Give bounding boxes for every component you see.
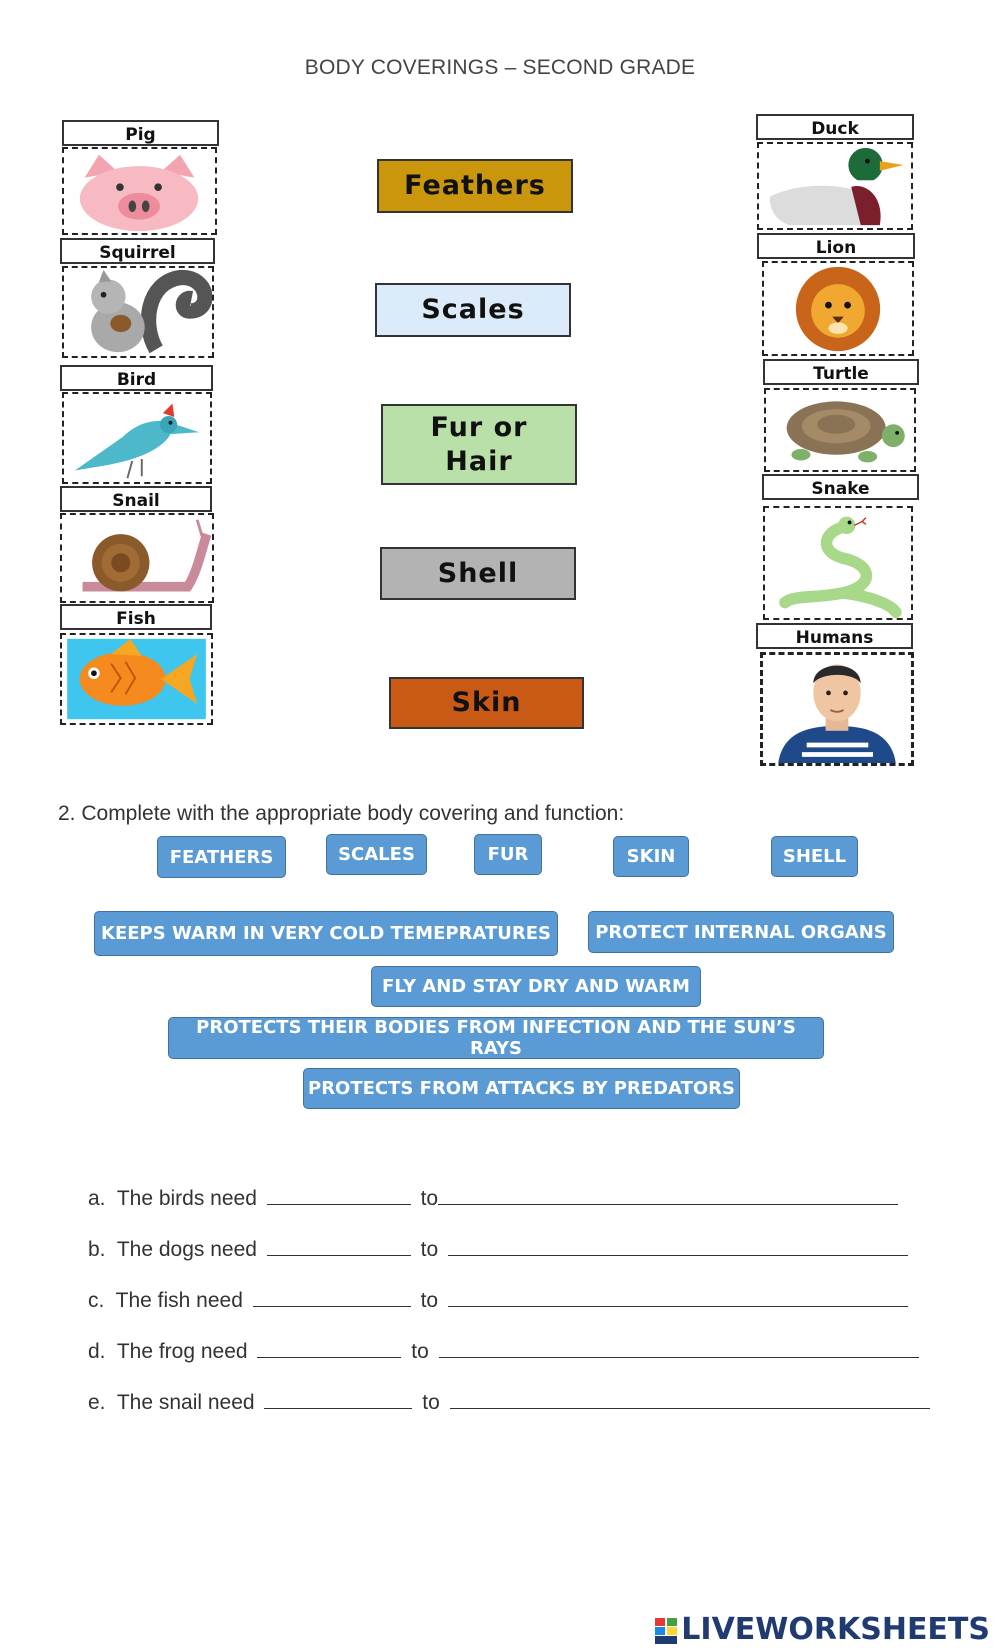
sentence-text: The fish need: [115, 1289, 243, 1312]
covering-scales[interactable]: Scales: [375, 283, 571, 337]
sentence-to: to: [420, 1238, 439, 1261]
covering-blank-b[interactable]: [267, 1235, 411, 1256]
word-chip-fur[interactable]: FUR: [474, 834, 542, 875]
function-chip-protects-predators[interactable]: PROTECTS FROM ATTACKS BY PREDATORS: [303, 1068, 740, 1109]
animal-label-bird: Bird: [60, 365, 213, 391]
function-blank-e[interactable]: [450, 1388, 930, 1409]
bird-icon[interactable]: [62, 392, 212, 484]
sentence-letter: d.: [88, 1340, 106, 1363]
covering-blank-a[interactable]: [267, 1184, 411, 1205]
function-blank-d[interactable]: [439, 1337, 919, 1358]
sentence-text: The snail need: [116, 1391, 255, 1414]
sentence-text: The birds need: [116, 1187, 257, 1210]
covering-fur-or-hair[interactable]: Fur or Hair: [381, 404, 577, 485]
sentence-d: [88, 1337, 923, 1364]
animal-label-squirrel: Squirrel: [60, 238, 215, 264]
sentence-b: [88, 1235, 912, 1262]
animal-label-humans: Humans: [756, 623, 913, 649]
animal-label-lion: Lion: [757, 233, 915, 259]
covering-shell[interactable]: Shell: [380, 547, 576, 600]
snail-icon[interactable]: [60, 513, 214, 603]
animal-label-snail: Snail: [60, 486, 212, 512]
function-chip-fly-dry-warm[interactable]: FLY AND STAY DRY AND WARM: [371, 966, 701, 1007]
covering-blank-c[interactable]: [253, 1286, 411, 1307]
animal-label-duck: Duck: [756, 114, 914, 140]
word-chip-shell[interactable]: SHELL: [771, 836, 858, 877]
animal-label-snake: Snake: [762, 474, 919, 500]
sentence-e: [88, 1388, 934, 1415]
sentence-letter: c.: [88, 1289, 105, 1312]
sentence-to: to: [420, 1289, 439, 1312]
snake-icon[interactable]: [763, 506, 913, 620]
function-chip-protects-infection[interactable]: PROTECTS THEIR BODIES FROM INFECTION AND THE SUN’S RAYS: [168, 1017, 824, 1059]
function-blank-c[interactable]: [448, 1286, 908, 1307]
sentence-c: [88, 1286, 912, 1313]
sentence-letter: b.: [88, 1238, 106, 1261]
word-chip-skin[interactable]: SKIN: [613, 836, 689, 877]
page-title: BODY COVERINGS – SECOND GRADE: [304, 56, 696, 79]
sentence-letter: e.: [88, 1391, 106, 1414]
fish-icon[interactable]: [60, 633, 213, 725]
function-chip-keeps-warm[interactable]: KEEPS WARM IN VERY COLD TEMEPRATURES: [94, 911, 558, 956]
sentence-text: The dogs need: [116, 1238, 257, 1261]
word-chip-feathers[interactable]: FEATHERS: [157, 836, 286, 878]
turtle-icon[interactable]: [764, 388, 916, 472]
squirrel-icon[interactable]: [62, 266, 214, 358]
function-blank-a[interactable]: [438, 1184, 898, 1205]
animal-label-pig: Pig: [62, 120, 219, 146]
word-chip-scales[interactable]: SCALES: [326, 834, 427, 875]
sentence-to: to: [422, 1391, 440, 1414]
duck-icon[interactable]: [757, 142, 913, 230]
sentence-text: The frog need: [116, 1340, 248, 1363]
covering-feathers[interactable]: Feathers: [377, 159, 573, 213]
animal-label-fish: Fish: [60, 604, 212, 630]
function-blank-b[interactable]: [448, 1235, 908, 1256]
liveworksheets-logo: [655, 1612, 990, 1647]
pig-icon[interactable]: [62, 147, 217, 235]
sentence-to: to: [411, 1340, 429, 1363]
sentence-to: to: [420, 1187, 439, 1210]
animal-label-turtle: Turtle: [763, 359, 919, 385]
sentence-a: [88, 1184, 902, 1211]
covering-skin[interactable]: Skin: [389, 677, 584, 729]
function-chip-protect-organs[interactable]: PROTECT INTERNAL ORGANS: [588, 911, 894, 953]
covering-blank-d[interactable]: [257, 1337, 401, 1358]
lion-icon[interactable]: [762, 261, 914, 356]
question-2-heading: 2. Complete with the appropriate body covering and function:: [58, 802, 625, 825]
sentence-letter: a.: [88, 1187, 106, 1210]
human-icon[interactable]: [760, 652, 914, 766]
liveworksheets-logo-text: LIVEWORKSHEETS: [681, 1612, 990, 1647]
liveworksheets-logo-icon: [655, 1617, 677, 1643]
covering-blank-e[interactable]: [264, 1388, 412, 1409]
